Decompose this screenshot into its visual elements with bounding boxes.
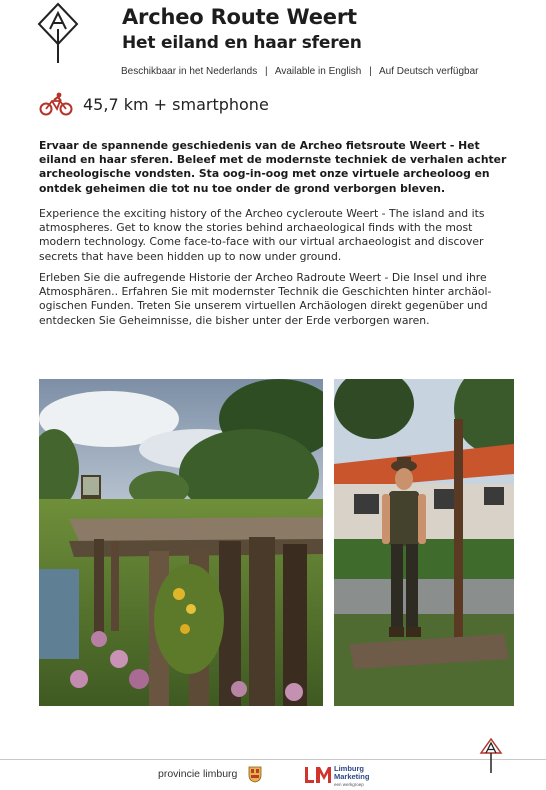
partner-name-line-1: Limburg <box>334 764 364 773</box>
partner-name-line-2: Marketing <box>334 772 370 781</box>
description-german: Erleben Sie die aufregende Historie der Archeo Radroute Weert - Die Insel und ihre Atmosphären.. Erfahren Sie mit modernster Technik die Geschichten hinter archäol-ogischen Funden. Treten Sie unserem virtuellen Archäologen direkt gegenüber und entdecken Sie Geheimnisse, die bisher unter der Erde verborgen waren. <box>39 271 492 327</box>
footer-province-name: provincie limburg <box>158 768 238 780</box>
archeo-route-logo-icon <box>478 737 504 775</box>
archeo-route-logo-icon <box>36 2 80 66</box>
page-title: Archeo Route Weert <box>122 5 357 29</box>
page-subtitle: Het eiland en haar sferen <box>122 33 362 53</box>
description-dutch: Ervaar de spannende geschiedenis van de Archeo fietsroute Weert - Het eiland en haar sferen. Beleef met de modernste techniek de verhalen achter archeologische vondsten. Sta oog-in-oog met onze virtuele archeoloog en ontdek geheimen die tot nu toe onder de grond verborgen bleven. <box>39 139 507 195</box>
language-dutch: Beschikbaar in het Nederlands <box>121 66 258 77</box>
language-availability <box>121 66 479 77</box>
description-english: Experience the exciting history of the Archeo cycleroute Weert - The island and its atmospheres. Get to know the stories behind archaeological finds with the most modern technology. Come face-to-face with our virtual archaeologist and discover secrets that have been hidden up to now under ground. <box>39 207 485 263</box>
wooden-bridge-photo <box>39 379 323 706</box>
language-separator: | <box>264 66 268 77</box>
footer-divider <box>0 759 546 760</box>
partner-logo-text <box>334 765 369 789</box>
partner-tagline: een werkgroep <box>334 782 364 787</box>
language-separator: | <box>369 66 372 77</box>
limburg-crest-icon <box>248 765 262 783</box>
language-english: Available in English <box>274 66 362 77</box>
lm-logo-icon <box>304 765 332 785</box>
route-info <box>38 92 269 116</box>
route-distance: 45,7 km + smartphone <box>83 94 269 114</box>
virtual-archaeologist-photo <box>334 379 514 706</box>
language-german: Auf Deutsch verfügbar <box>379 66 479 77</box>
cyclist-icon <box>38 92 74 116</box>
